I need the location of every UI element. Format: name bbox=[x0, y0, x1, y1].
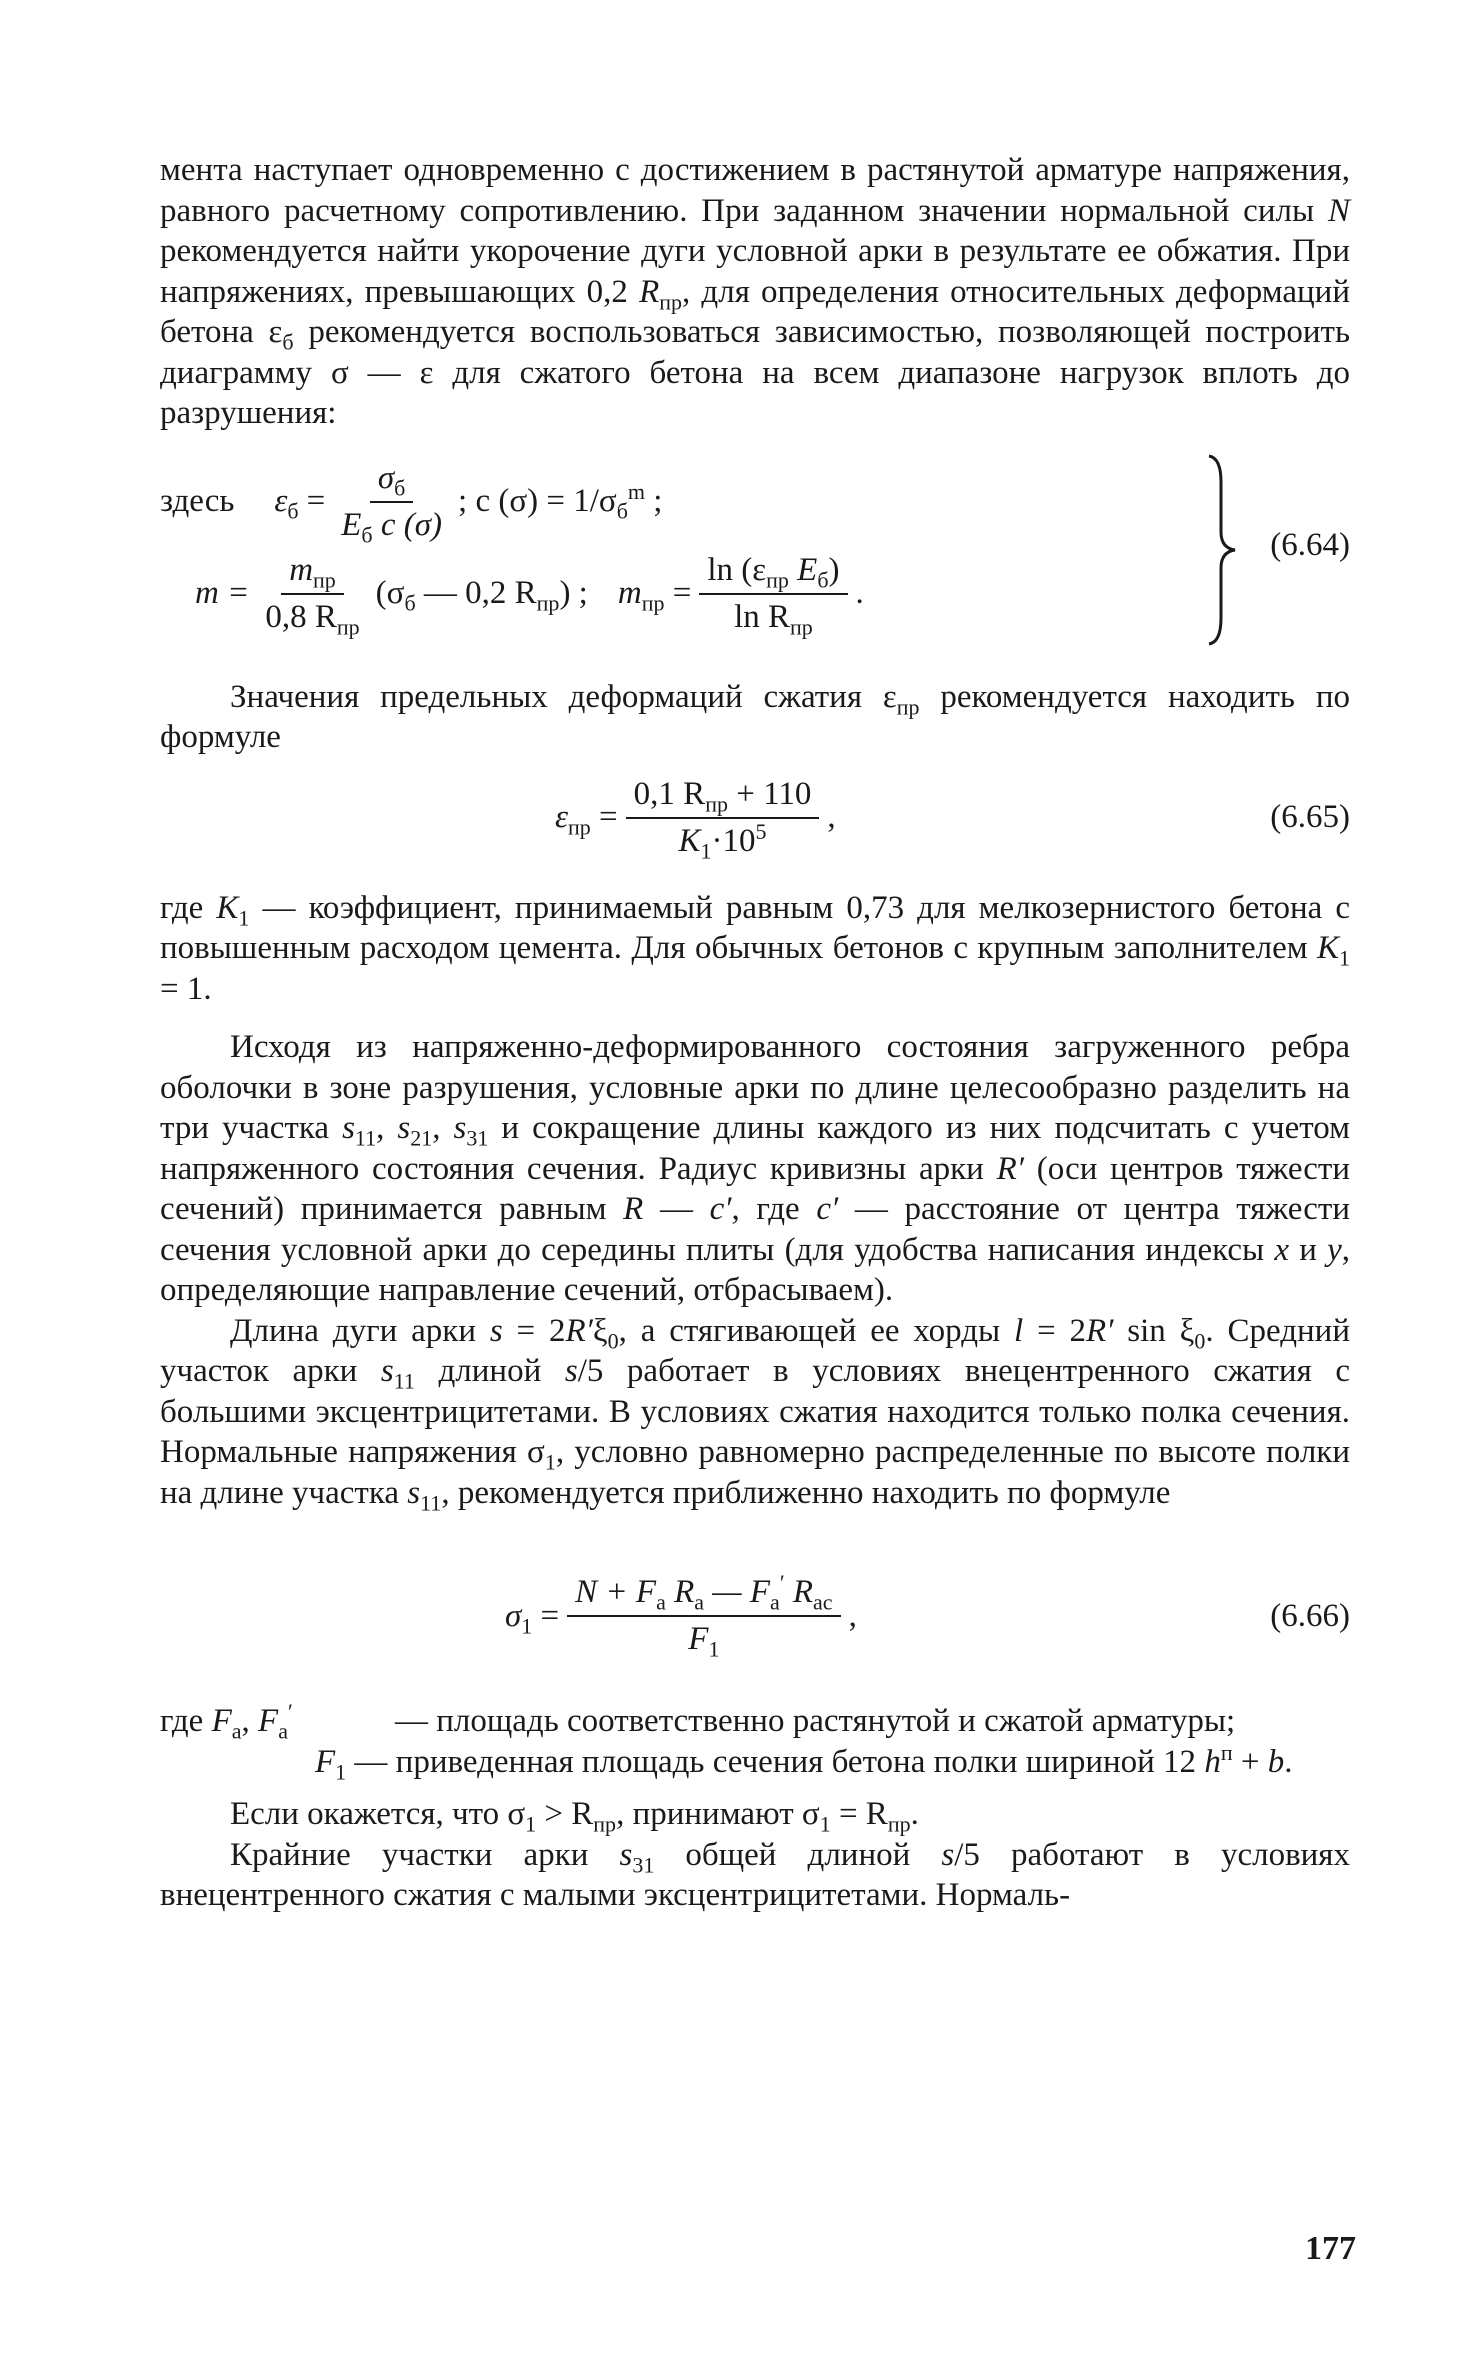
paragraph-stress-state: Исходя из напряженно-деформированного состояния загруженного ребра оболочки в зоне разрушения, условные арки по длине целесообразно разделить на три участка $s_{11}$, $s_{21}$, $s_{31}$ и сокращение длины каждого из них подсчитать с учетом напряженного состояния сечения. Радиус кривизны арки R′ (оси центров тяжести сечений) принимается равным R — c′, где c′ — расстояние от центра тяжести сечения условной арки до середины плиты (для удобства написания индексы x и y, определяющие направление сечений, отбрасываем). bbox=[160, 1029, 1351, 1308]
paragraph-arc-length: Длина дуги арки $s = 2R'\xi_0$, а стягивающей ее хорды l = 2R′ $\sin \xi_0$. Средний участок арки $s_{11}$ длиной s/5 работает в условиях внецентренного сжатия с большими эксцентрицитетами. В условиях сжатия находится только полка сечения. Нормальные напряжения $\sigma_1$, условно равномерно распределенные по высоте полки на длине участка $s_{11}$, рекомендуется приближенно находить по формуле bbox=[160, 1312, 1350, 1516]
paragraph-intro: мента наступает одновременно с достижением в растянутой арматуре напряжения, равного расчетному сопротивлению. При заданном значении нормальной силы N рекомендуется найти укорочение дуги условной арки в результате ее обжатия. При напряжениях, превышающих 0,2 $R_{пр}$, для определения относительных деформаций бетона $\varepsilon_б$ рекомендуется воспользоваться зависимостью, позволяющей построить диаграмму σ — ε для сжатого бетона на всем диапазоне нагрузок вплоть до разрушения: bbox=[160, 152, 1350, 431]
page-number: 177 bbox=[1305, 2230, 1356, 2267]
paragraph-k1: где $K_1$ — коэффициент, принимаемый равным 0,73 для мелкозернистого бетона с повышенным расходом цемента. Для обычных бетонов с крупным заполнителем $K_1 = 1$. bbox=[160, 889, 1350, 1007]
right-brace-icon bbox=[1205, 452, 1245, 647]
fraction-eps-pr: $\frac{0,1 R_{пр} + 110}{K_1\cdot 10^5}$ bbox=[626, 776, 820, 860]
paragraph-limit: Значения предельных деформаций сжатия $\varepsilon_{пр}$ рекомендуется находить по формуле bbox=[160, 678, 1350, 755]
definitions-block: где $F_a$, $F_a'$ — площадь соответственно растянутой и сжатой арматуры; $F_1$ — приведенная площадь сечения бетона полки шириной 12 $h^п + b$. bbox=[160, 1699, 1293, 1785]
equation-6-65: $\varepsilon_{пр}$ = $\frac{0,1 R_{пр} + 110}{K_1\cdot 10^5}$ , (6.65) bbox=[555, 775, 1350, 864]
equation-number: (6.65) bbox=[1270, 799, 1350, 835]
fraction-m: $\frac{m_{пр}}{0,8 R_{пр}}$ bbox=[265, 551, 360, 640]
paragraph-if: Если окажется, что $\sigma_1 > R_{пр}$, принимают $\sigma_1 = R_{пр}$. bbox=[230, 1796, 919, 1837]
paragraph-end: Крайние участки арки $s_{31}$ общей длиной s/5 работают в условиях внецентренного сжатия с малыми эксцентрицитетами. Нормаль- bbox=[160, 1836, 1350, 1913]
equation-number: (6.66) bbox=[1270, 1597, 1350, 1634]
fraction-m-pr: $\frac{\ln (\varepsilon_{пр} E_б)}{\ln R_{пр}}$ bbox=[699, 552, 847, 636]
equation-6-64: здесь $\varepsilon_б$ = $\frac{\sigma_б}{E_б c (\sigma)}$ ; c $(\sigma) = 1/\sigma_б^m$ ; m = $\frac{m_{пр}}{0,8 R_{пр}}$ ($\sigma_б$ — 0,2 $R_{пр}$) ; $m_{пр}$ = $\frac{\ln (\varepsilon_{пр} E_б)}{\ln R_{пр}}$ . (6.64) bbox=[160, 452, 1350, 647]
equation-6-66: $\sigma_1$ = $\frac{N + F_a R_a — F_a' R_{ac}}{F_1}$ , (6.66) bbox=[505, 1570, 1350, 1662]
equation-number: (6.64) bbox=[1270, 526, 1350, 563]
fraction-sigma-1: $\frac{N + F_a R_a — F_a' R_{ac}}{F_1}$ bbox=[567, 1574, 840, 1658]
page-body bbox=[160, 150, 1350, 1916]
fraction-eps-b: $\frac{\sigma_б}{E_б c (\sigma)}$ bbox=[341, 459, 443, 548]
